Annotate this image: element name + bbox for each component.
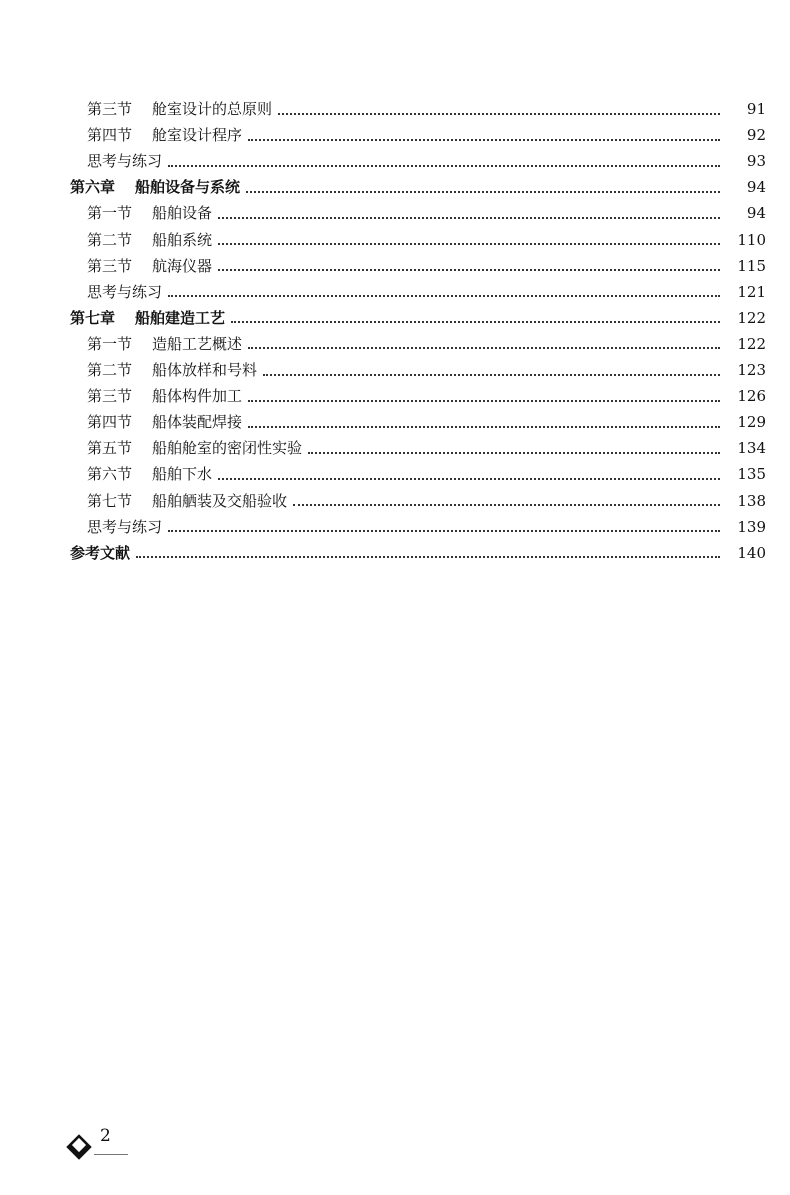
toc-entry-page: 121 [737,282,766,301]
toc-entry-title: 航海仪器 [152,256,213,275]
dot-leader [218,477,720,480]
dot-leader [246,190,720,193]
toc-entry-page: 135 [737,465,766,484]
page-number: 2 [100,1126,111,1146]
toc-entry-title: 思考与练习 [87,517,163,536]
toc-entry-page: 110 [737,230,766,249]
toc-entry-number: 第四节 [87,126,133,145]
toc-entry[interactable] [0,253,790,279]
toc-entry[interactable] [0,409,790,435]
toc-entry[interactable] [0,305,790,331]
toc-entry-page: 123 [737,361,766,379]
toc-entry-page: 139 [737,517,766,536]
toc-entry-title: 船舶设备 [152,204,213,223]
toc-entry-page: 94 [746,204,766,223]
toc-entry[interactable] [0,383,790,409]
dot-leader [248,399,720,402]
toc-entry-title: 思考与练习 [87,152,163,171]
toc-entry[interactable] [0,174,790,200]
toc-entry-page: 91 [746,100,766,118]
toc-entry[interactable] [0,331,790,357]
toc-entry-page: 94 [746,178,766,197]
toc-entry[interactable] [0,227,790,253]
toc-entry[interactable] [0,514,790,540]
toc-entry-title: 船舶设备与系统 [135,178,241,197]
toc-entry-title: 舱室设计程序 [152,126,243,145]
dot-leader [168,529,720,532]
dot-leader [218,242,720,245]
toc-entry-page: 138 [737,491,766,510]
toc-entry-page: 122 [737,334,766,353]
toc-entry-number: 第三节 [87,387,133,406]
toc-entry-number: 第六章 [70,178,116,197]
toc-entry-title: 船舶舾装及交船验收 [152,491,288,510]
dot-leader [136,555,720,558]
dot-leader [293,503,720,506]
toc-entry-title: 参考文献 [70,543,131,562]
toc-entry-title: 船舶系统 [152,230,213,249]
toc-entry-number: 第五节 [87,439,133,458]
toc-entry-page: 129 [737,413,766,432]
toc-entry-title: 船舶建造工艺 [135,308,226,327]
toc-entry[interactable] [0,435,790,461]
dot-leader [168,164,720,167]
toc-entry-title: 舱室设计的总原则 [152,100,273,118]
toc-entry-number: 第一节 [87,204,133,223]
toc-entry[interactable] [0,461,790,487]
dot-leader [168,294,720,297]
toc-entry-page: 115 [737,256,766,275]
toc-entry-number: 第三节 [87,256,133,275]
toc-entry-title: 船体装配焊接 [152,413,243,432]
toc-entry-number: 第三节 [87,100,133,118]
dot-leader [263,373,720,376]
toc-entry[interactable] [0,96,790,122]
page-footer [64,1124,144,1164]
toc-entry[interactable] [0,122,790,148]
toc-entry-title: 造船工艺概述 [152,334,243,353]
dot-leader [278,112,720,115]
toc-entry-page: 134 [737,439,766,458]
toc-entry-number: 第一节 [87,334,133,353]
toc-entry-page: 93 [746,152,766,171]
toc-entry-page: 122 [737,308,766,327]
toc-entry-number: 第四节 [87,413,133,432]
toc-entry-number: 第二节 [87,361,133,379]
toc-entry-title: 船体构件加工 [152,387,243,406]
toc-entry-number: 第七节 [87,491,133,510]
toc-entry-page: 140 [737,543,766,562]
dot-leader [248,138,720,141]
dot-leader [248,425,720,428]
toc-entry[interactable] [0,540,790,566]
toc-entry[interactable] [0,488,790,514]
dot-leader [248,346,720,349]
toc-entry[interactable] [0,279,790,305]
dot-leader [308,451,720,454]
toc-entry-title: 船舶下水 [152,465,213,484]
toc-entry-number: 第二节 [87,230,133,249]
toc-entry-title: 思考与练习 [87,282,163,301]
dot-leader [231,320,720,323]
toc-entry[interactable] [0,200,790,226]
dot-leader [218,216,720,219]
toc-entry-title: 船舶舱室的密闭性实验 [152,439,303,458]
toc-entry-number: 第六节 [87,465,133,484]
dot-leader [218,268,720,271]
toc-entry-title: 船体放样和号料 [152,361,258,379]
footer-rule [94,1154,128,1155]
toc-entry-number: 第七章 [70,308,116,327]
toc-entry-page: 92 [746,126,766,145]
toc-entry[interactable] [0,148,790,174]
toc-entry[interactable] [0,357,790,383]
toc-entry-page: 126 [737,387,766,406]
